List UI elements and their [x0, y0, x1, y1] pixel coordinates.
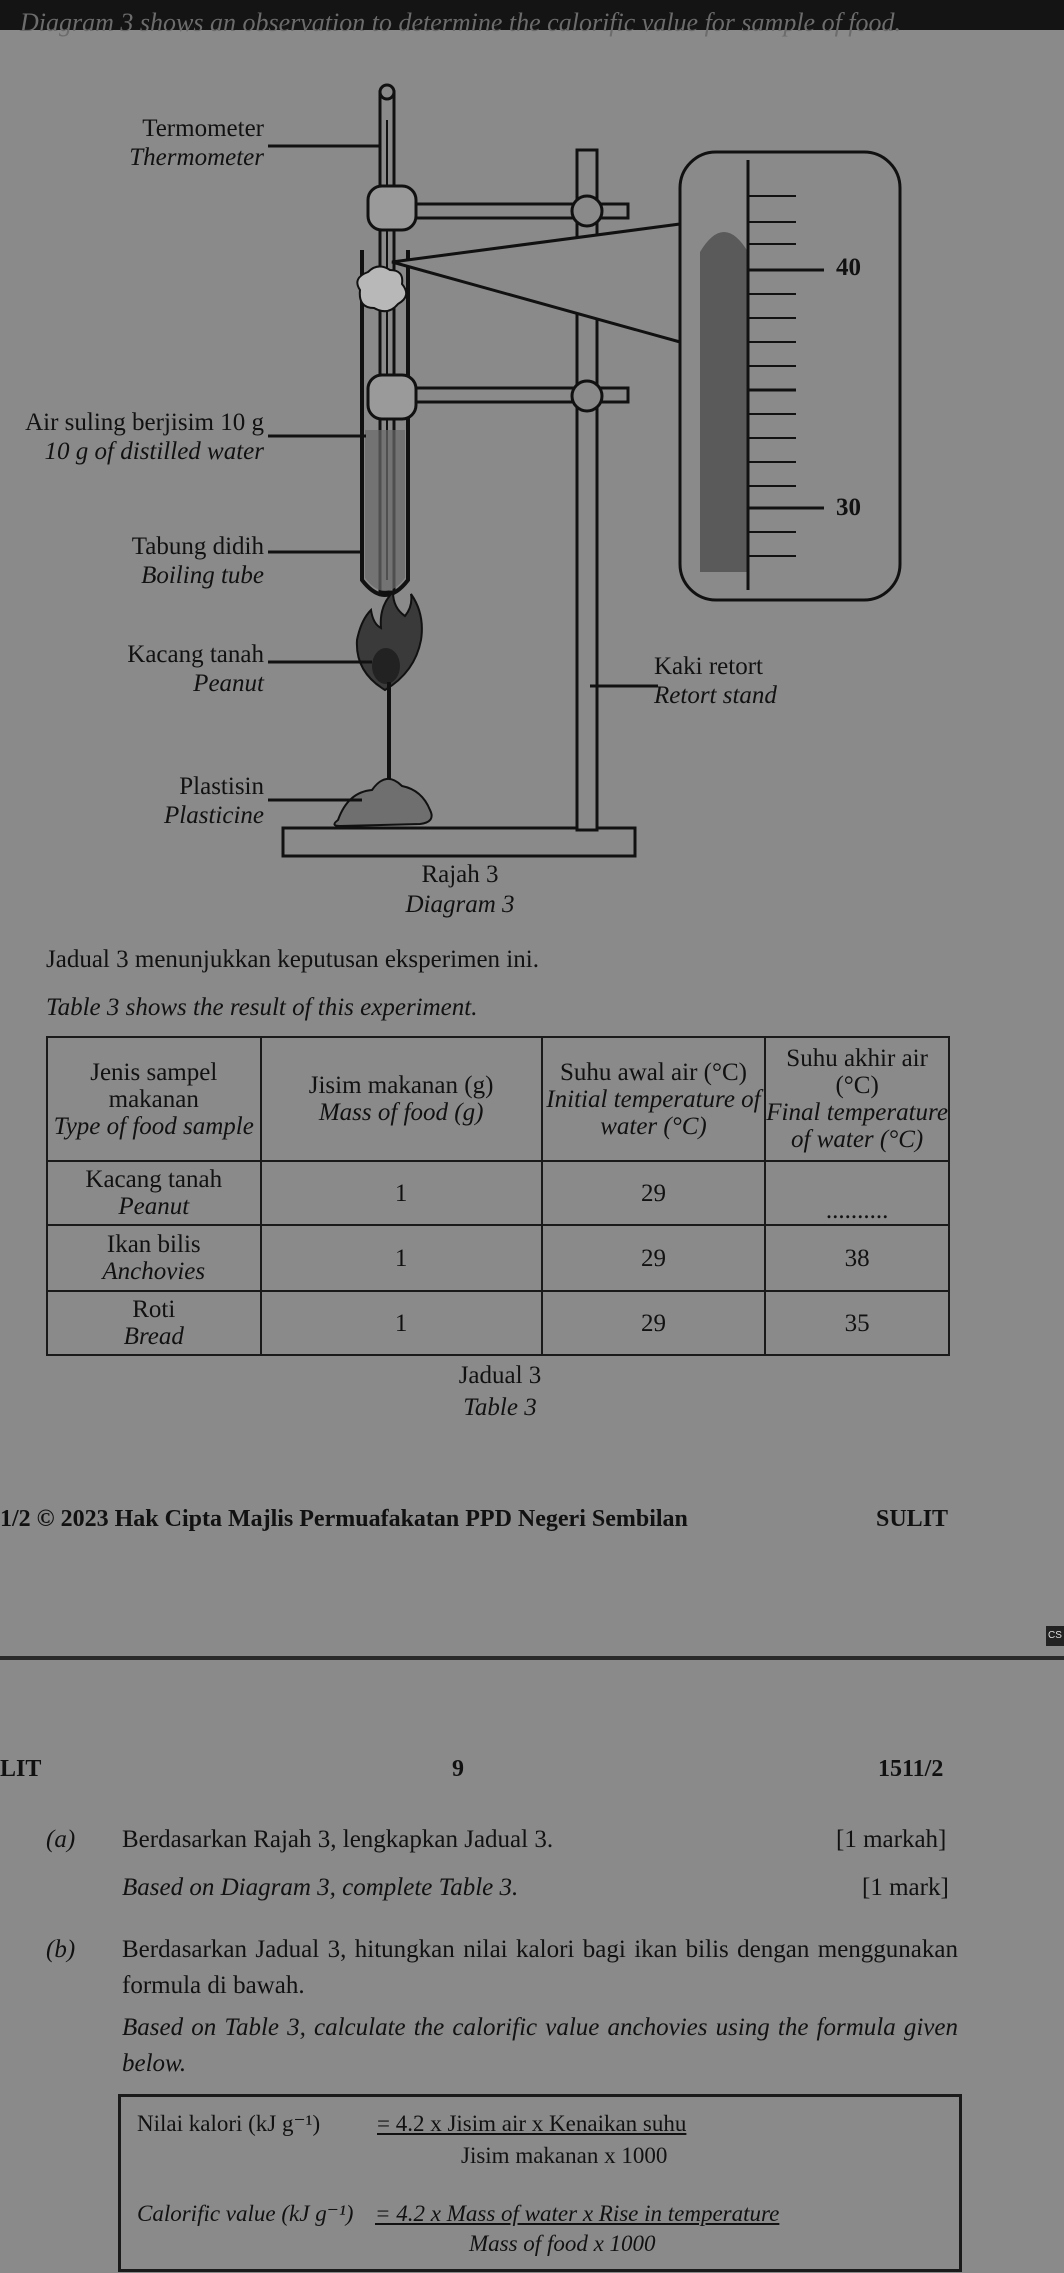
page-divider — [0, 1656, 1064, 1660]
answer-blank[interactable]: .......... — [765, 1161, 949, 1225]
question-b-label: (b) — [46, 1936, 76, 1963]
water-fill — [365, 430, 405, 591]
formula-ms-denominator: Jisim makanan x 1000 — [461, 2143, 668, 2168]
question-b-text-ms: Berdasarkan Jadual 3, hitungkan nilai kalori bagi ikan bilis dengan menggunakan formula di bawah. — [122, 1936, 958, 1999]
label-plasticine: Plastisin Plasticine — [164, 773, 264, 829]
formula-en-lhs: Calorific value (kJ g⁻¹) — [137, 2201, 354, 2226]
lower-boss-head — [572, 381, 602, 411]
table-caption: Jadual 3 Table 3 — [458, 1362, 542, 1421]
mercury-column — [700, 232, 748, 572]
upper-boss-head — [572, 196, 602, 226]
cotton-stopper — [357, 266, 406, 311]
cs-badge-icon: CS — [1046, 1626, 1064, 1646]
plasticine-lump — [334, 779, 431, 826]
copyright-footer: 1/2 © 2023 Hak Cipta Majlis Permuafakatan PPD Negeri Sembilan — [0, 1506, 688, 1532]
formula-en-denominator: Mass of food x 1000 — [469, 2231, 656, 2256]
scale-label-40: 40 — [836, 254, 861, 281]
intro-text-en: Table 3 shows the result of this experiment. — [46, 994, 478, 1021]
label-peanut: Kacang tanah Peanut — [127, 641, 264, 697]
question-a-text-ms: Berdasarkan Rajah 3, lengkapkan Jadual 3. — [122, 1826, 554, 1853]
label-boiling-tube: Tabung didih Boiling tube — [131, 533, 264, 589]
formula-ms-numerator: = 4.2 x Jisim air x Kenaikan suhu — [377, 2111, 687, 2136]
table-row: Ikan bilis Anchovies 1 29 38 — [47, 1225, 949, 1291]
cut-off-intro-text: Diagram 3 shows an observation to determine the calorific value for sample of food. — [20, 8, 902, 37]
question-a-mark-ms: [1 markah] — [836, 1826, 947, 1853]
question-b-text-en: Based on Table 3, calculate the calorific value anchovies using the formula given below. — [122, 2014, 958, 2077]
question-a-text-en: Based on Diagram 3, complete Table 3. — [122, 1874, 519, 1901]
label-thermometer: Termometer Thermometer — [129, 115, 264, 171]
table-row: Roti Bread 1 29 35 — [47, 1291, 949, 1355]
question-a-label: (a) — [46, 1826, 76, 1853]
upper-clamp-jaw — [368, 186, 416, 230]
thermometer-top — [380, 85, 394, 99]
page-number: 9 — [452, 1756, 464, 1782]
intro-text-ms: Jadual 3 menunjukkan keputusan eksperimen ini. — [46, 946, 539, 973]
diagram-caption: Rajah 3 Diagram 3 — [405, 861, 515, 918]
question-a-mark-en: [1 mark] — [862, 1874, 949, 1901]
scale-label-30: 30 — [836, 494, 861, 521]
page-header-left: LIT — [0, 1756, 42, 1782]
header-final-temp: Suhu akhir air (°C) Final temperature of water (°C) — [765, 1037, 949, 1161]
header-food-type: Jenis sampel makanan Type of food sample — [47, 1037, 261, 1161]
table-row: Kacang tanah Peanut 1 29 .......... — [47, 1161, 949, 1225]
lower-clamp-jaw — [368, 375, 416, 419]
sulit-footer: SULIT — [876, 1506, 949, 1532]
formula-box — [118, 2094, 962, 2272]
results-table — [46, 1036, 950, 1356]
label-retort-stand: Kaki retort Retort stand — [654, 653, 777, 709]
header-mass: Jisim makanan (g) Mass of food (g) — [261, 1037, 542, 1161]
magnifier-pointer — [392, 224, 680, 342]
formula-ms-lhs: Nilai kalori (kJ g⁻¹) — [137, 2111, 321, 2136]
paper-code: 1511/2 — [878, 1756, 944, 1782]
peanut — [372, 648, 400, 684]
retort-base — [283, 828, 635, 856]
table-header-row — [47, 1037, 949, 1161]
formula-en-numerator: = 4.2 x Mass of water x Rise in temperature — [375, 2201, 780, 2226]
label-distilled-water: Air suling berjisim 10 g 10 g of distilled water — [25, 409, 264, 465]
header-initial-temp: Suhu awal air (°C) Initial temperature of water (°C) — [542, 1037, 766, 1161]
